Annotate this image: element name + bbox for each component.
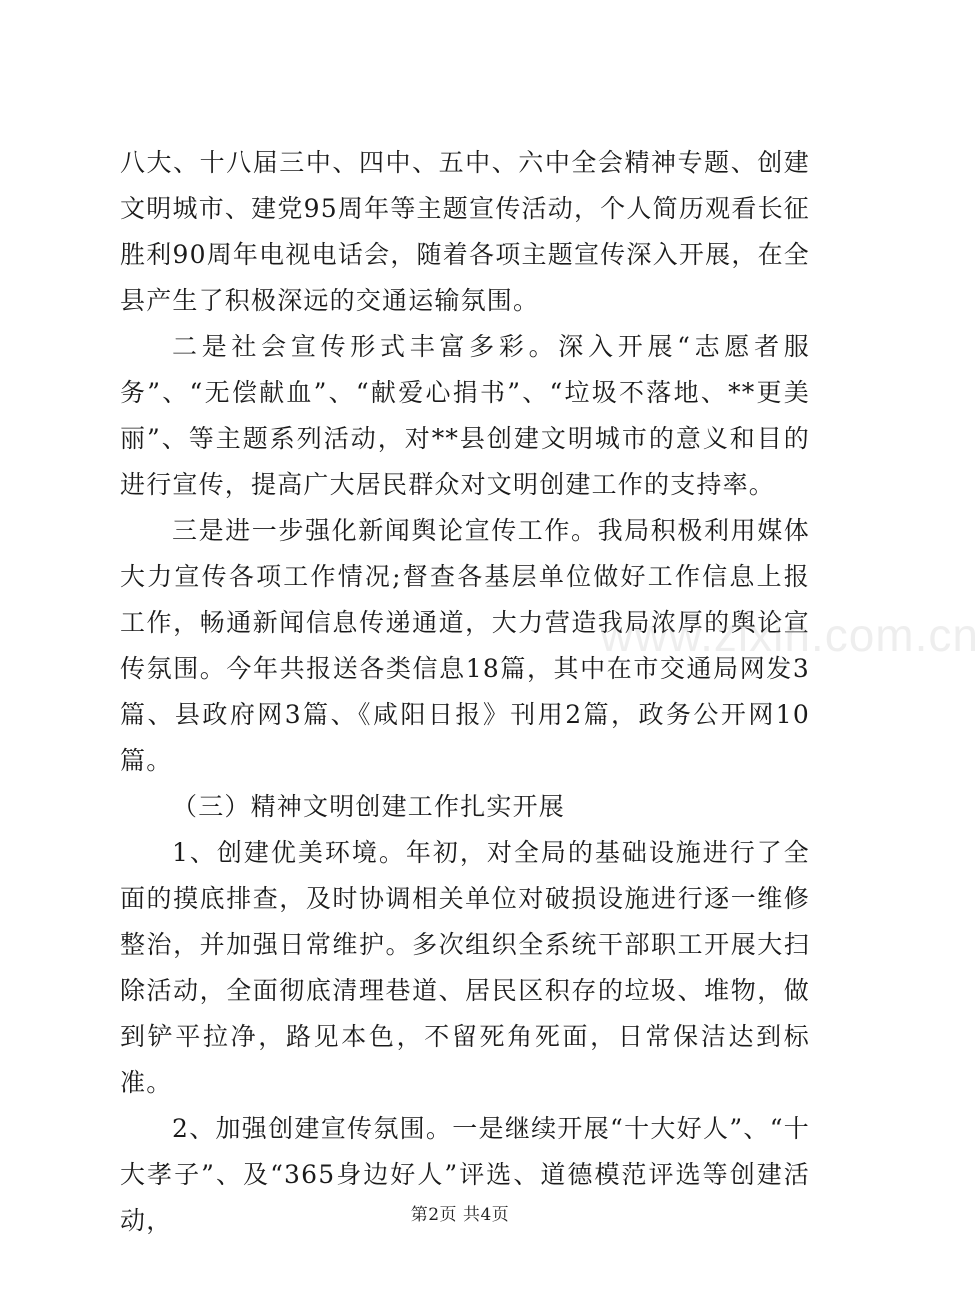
document-body bbox=[120, 140, 810, 1244]
watermark: www.zixin.com.cn bbox=[600, 609, 979, 661]
page-footer: 第2页 共4页 bbox=[410, 1205, 510, 1225]
paragraph-news-publicity: 三是进一步强化新闻舆论宣传工作。我局积极利用媒体大力宣传各项工作情况;督查各基层单位做好工作信息上报工作，畅通新闻信息传递通道，大力营造我局浓厚的舆论宣传氛围。今年共报送各类信息18篇，其中在市交通局网发3篇、县政府网3篇、《咸阳日报》刊用2篇，政务公开网10篇。 bbox=[120, 516, 810, 775]
paragraph-environment: 1、创建优美环境。年初，对全局的基础设施进行了全面的摸底排查，及时协调相关单位对破损设施进行逐一维修整治，并加强日常维护。多次组织全系统干部职工开展大扫除活动，全面彻底清理巷道、居民区积存的垃圾、堆物，做到铲平拉净，路见本色，不留死角死面，日常保洁达到标准。 bbox=[120, 838, 810, 1097]
paragraph-social-publicity: 二是社会宣传形式丰富多彩。深入开展“志愿者服务”、“无偿献血”、“献爱心捐书”、“垃圾不落地、**更美丽”、等主题系列活动，对**县创建文明城市的意义和目的进行宣传，提高广大居民群众对文明创建工作的支持率。 bbox=[120, 332, 810, 499]
paragraph-creation-publicity: 2、加强创建宣传氛围。一是继续开展“十大好人”、“十大孝子”、及“365身边好人”评选、道德模范评选等创建活动， bbox=[120, 1114, 810, 1235]
section-heading: （三）精神文明创建工作扎实开展 bbox=[172, 792, 566, 821]
paragraph-continuation: 八大、十八届三中、四中、五中、六中全会精神专题、创建文明城市、建党95周年等主题宣传活动，个人简历观看长征胜利90周年电视电话会，随着各项主题宣传深入开展，在全县产生了积极深远的交通运输氛围。 bbox=[120, 148, 810, 315]
